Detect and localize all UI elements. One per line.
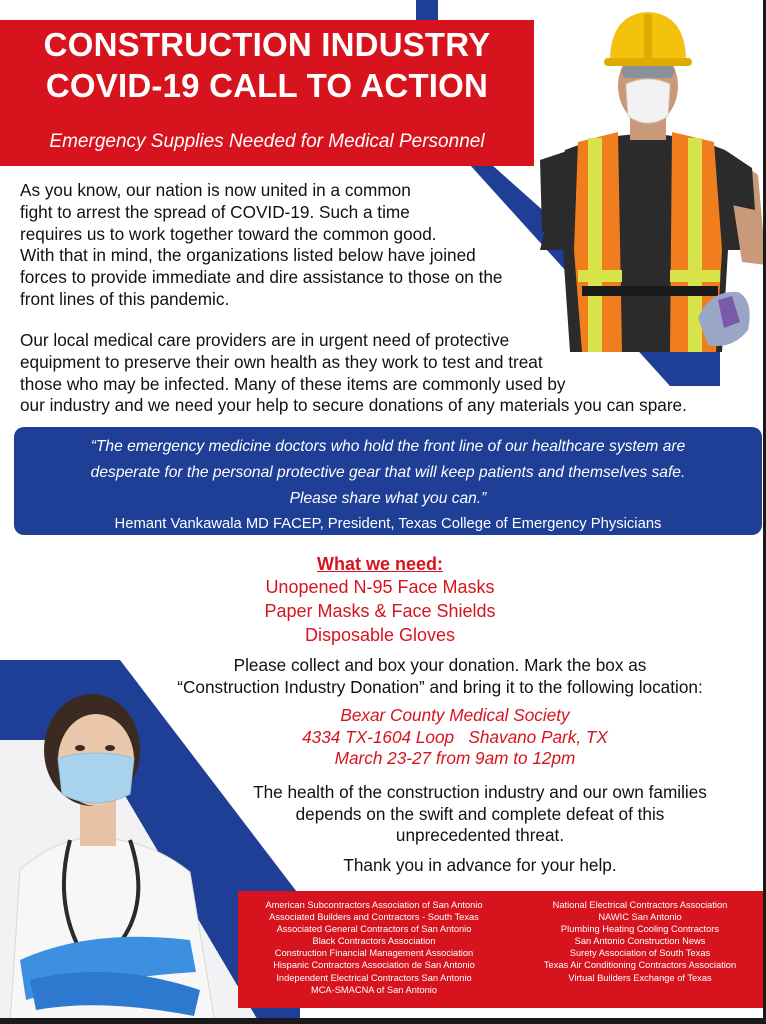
organization-name: Plumbing Heating Cooling Contractors xyxy=(560,924,720,935)
location-address: 4334 TX-1604 Loop Shavano Park, TX xyxy=(302,726,608,747)
organizations-left-column xyxy=(238,899,510,996)
organization-name: Construction Financial Management Association xyxy=(274,948,474,959)
location-name: Bexar County Medical Society xyxy=(340,705,570,725)
text-line: depends on the swift and complete defeat of this xyxy=(295,803,665,824)
text-line: As you know, our nation is now united in a common xyxy=(20,180,411,200)
organization-name: NAWIC San Antonio xyxy=(598,912,682,923)
page-subtitle: Emergency Supplies Needed for Medical Personnel xyxy=(49,131,485,152)
intro-paragraph-1 xyxy=(20,180,565,311)
text-line: Please collect and box your donation. Mark the box as xyxy=(233,655,647,675)
location-dates: March 23-27 from 9am to 12pm xyxy=(334,748,576,768)
text-line: fight to arrest the spread of COVID-19. Such a time xyxy=(20,201,410,222)
intro-paragraph-2 xyxy=(20,330,765,417)
organization-name: National Electrical Contractors Association xyxy=(552,900,728,910)
text-line: With that in mind, the organizations listed below have joined xyxy=(20,245,476,266)
quote-line: desperate for the personal protective gear that will keep patients and themselves safe. xyxy=(90,464,686,481)
organization-name: MCA-SMACNA of San Antonio xyxy=(310,984,438,995)
text-line: unprecedented threat. xyxy=(395,825,565,845)
closing-statement xyxy=(215,782,745,847)
organization-name: Associated Builders and Contractors - South Texas xyxy=(269,912,479,923)
organization-name: Associated General Contractors of San Antonio xyxy=(276,924,472,935)
organization-name: Surety Association of South Texas xyxy=(569,948,711,959)
organization-name: Black Contractors Association xyxy=(312,936,436,947)
organization-name: San Antonio Construction News xyxy=(574,936,706,947)
organization-name: Texas Air Conditioning Contractors Association xyxy=(543,960,737,971)
title-line: COVID-19 CALL TO ACTION xyxy=(45,67,489,104)
needs-item: Paper Masks & Face Shields xyxy=(264,601,496,621)
dropoff-location xyxy=(250,705,660,770)
needs-section xyxy=(180,553,580,647)
text-line: requires us to work together toward the common good. xyxy=(20,223,437,244)
quote-line: “The emergency medicine doctors who hold the front line of our healthcare system are xyxy=(90,438,686,455)
quote-line: Please share what you can.” xyxy=(289,490,487,507)
organizations-box xyxy=(238,891,766,1008)
text-line: forces to provide immediate and dire assistance to those on the xyxy=(20,267,503,288)
bottom-edge-border xyxy=(0,1018,766,1024)
text-line: front lines of this pandemic. xyxy=(20,288,230,309)
quote-text xyxy=(14,434,762,512)
title-line: CONSTRUCTION INDUSTRY xyxy=(43,26,491,63)
text-line: Our local medical care providers are in urgent need of protective xyxy=(20,330,510,350)
organizations-right-column xyxy=(514,899,766,984)
text-line: those who may be infected. Many of these items are commonly used by xyxy=(20,373,566,394)
organization-name: American Subcontractors Association of San Antonio xyxy=(265,900,483,910)
needs-heading: What we need: xyxy=(316,554,443,574)
organization-name: Independent Electrical Contractors San Antonio xyxy=(276,972,472,983)
organization-name: Virtual Builders Exchange of Texas xyxy=(568,972,712,983)
thank-you-text: Thank you in advance for your help. xyxy=(343,855,617,875)
text-line: equipment to preserve their own health as they work to test and treat xyxy=(20,351,543,372)
text-line: our industry and we need your help to secure donations of any materials you can spare. xyxy=(20,395,687,416)
quote-box xyxy=(14,427,762,535)
donation-instructions xyxy=(140,654,740,698)
needs-item: Disposable Gloves xyxy=(304,625,456,645)
organization-name: Hispanic Contractors Association de San Antonio xyxy=(273,960,475,971)
page-title xyxy=(0,24,534,106)
text-line: The health of the construction industry and our own families xyxy=(253,782,707,802)
quote-attribution: Hemant Vankawala MD FACEP, President, Texas College of Emergency Physicians xyxy=(114,516,662,532)
text-line: “Construction Industry Donation” and bring it to the following location: xyxy=(177,677,703,697)
needs-item: Unopened N-95 Face Masks xyxy=(265,577,495,597)
